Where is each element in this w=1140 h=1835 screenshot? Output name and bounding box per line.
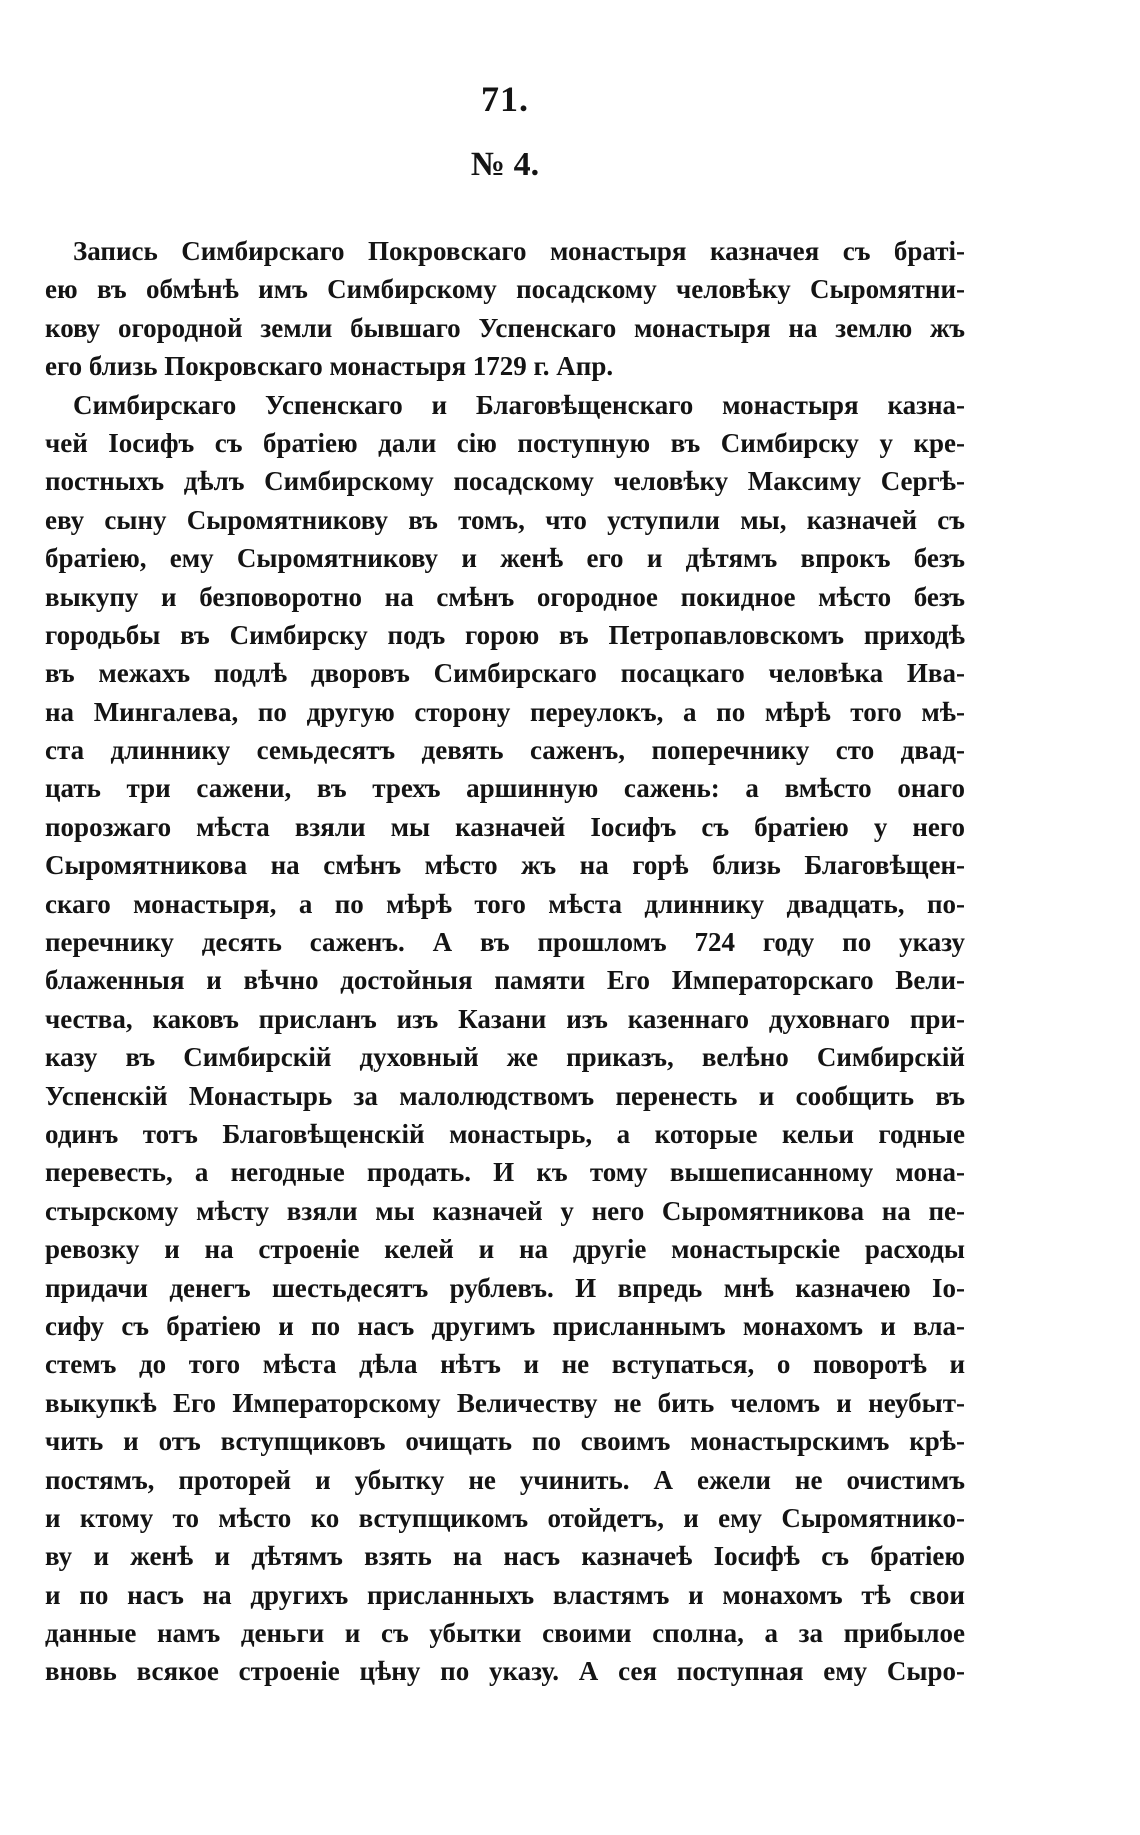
body-line: постныхъ дѣлъ Симбирскому посадскому человѣку Максиму Сергѣ-	[45, 466, 965, 497]
body-line: цать три сажени, въ трехъ аршинную сажень: а вмѣсто онаго	[45, 773, 965, 804]
body-line: Сыромятникова на смѣнъ мѣсто жъ на горѣ близь Благовѣщен-	[45, 850, 965, 881]
body-line: городьбы въ Симбирску подъ горою въ Петропавловскомъ приходѣ	[45, 619, 965, 650]
body-line: выкупу и безповоротно на смѣнъ огородное покидное мѣсто безъ	[45, 581, 965, 612]
body-line: чить и отъ вступщиковъ очищать по своимъ монастырскимъ крѣ-	[45, 1426, 965, 1457]
body-line: постямъ, проторей и убытку не учинить. А ежели не очистимъ	[45, 1464, 965, 1495]
body-line: ву и женѣ и дѣтямъ взять на насъ казначеѣ Іосифѣ съ братіею	[45, 1541, 965, 1572]
body-line: одинъ тотъ Благовѣщенскій монастырь, а которые кельи годные	[45, 1118, 965, 1149]
body-line: Успенскій Монастырь за малолюдствомъ перенесть и сообщить въ	[45, 1080, 965, 1111]
document-heading	[45, 232, 965, 386]
body-line: чества, каковъ присланъ изъ Казани изъ казеннаго духовнаго при-	[45, 1003, 965, 1034]
body-line: стемъ до того мѣста дѣла нѣтъ и не вступаться, о поворотѣ и	[45, 1349, 965, 1380]
body-line: сифу съ братіею и по насъ другимъ присланнымъ монахомъ и вла-	[45, 1310, 965, 1341]
heading-line: ею въ обмѣнѣ имъ Симбирскому посадскому человѣку Сыромятни-	[45, 274, 965, 305]
document-body	[45, 386, 965, 1691]
body-line: вновь всякое строеніе цѣну по указу. А сея поступная ему Сыро-	[45, 1656, 965, 1687]
body-line: порозжаго мѣста взяли мы казначей Іосифъ съ братіею у него	[45, 811, 965, 842]
body-line: данные намъ деньги и съ убытки своими сполна, а за прибылое	[45, 1618, 965, 1649]
body-line: выкупкѣ Его Императорскому Величеству не бить челомъ и неубыт-	[45, 1387, 965, 1418]
body-line: скаго монастыря, а по мѣрѣ того мѣста длиннику двадцать, по-	[45, 888, 965, 919]
heading-line: кову огородной земли бывшаго Успенскаго монастыря на землю жъ	[45, 312, 965, 343]
body-line: и ктому то мѣсто ко вступщикомъ отойдетъ, и ему Сыромятнико-	[45, 1502, 965, 1533]
document-number: № 4.	[470, 146, 540, 183]
body-line: перевесть, а негодные продать. И къ тому вышеписанному мона-	[45, 1157, 965, 1188]
document-text	[45, 232, 965, 1691]
body-line: еву сыну Сыромятникову въ томъ, что уступили мы, казначей съ	[45, 504, 965, 535]
body-line: казу въ Симбирскій духовный же приказъ, велѣно Симбирскій	[45, 1042, 965, 1073]
body-line: и по насъ на другихъ присланныхъ властямъ и монахомъ тѣ свои	[45, 1579, 965, 1610]
body-line: ста длиннику семьдесятъ девять саженъ, поперечнику сто двад-	[45, 735, 965, 766]
page-number: 71.	[481, 79, 529, 119]
body-line: перечнику десять саженъ. А въ прошломъ 724 году по указу	[45, 927, 965, 958]
body-line: братіею, ему Сыромятникову и женѣ его и дѣтямъ впрокъ безъ	[45, 543, 965, 574]
body-line: придачи денегъ шестьдесятъ рублевъ. И впредь мнѣ казначею Іо-	[45, 1272, 965, 1303]
body-line: на Мингалева, по другую сторону переулокъ, а по мѣрѣ того мѣ-	[45, 696, 965, 727]
body-line: чей Іосифъ съ братіею дали сію поступную въ Симбирску у кре-	[45, 427, 965, 458]
body-line: ревозку и на строеніе келей и на другіе монастырскіе расходы	[45, 1234, 965, 1265]
body-line: Симбирскаго Успенскаго и Благовѣщенскаго монастыря казна-	[73, 389, 965, 420]
body-line: стырскому мѣсту взяли мы казначей у него Сыромятникова на пе-	[45, 1195, 965, 1226]
body-line: блаженныя и вѣчно достойныя памяти Его Императорскаго Вели-	[45, 965, 965, 996]
heading-line: Запись Симбирскаго Покровскаго монастыря казначея съ браті-	[73, 236, 965, 266]
heading-line: его близь Покровскаго монастыря 1729 г. Апр.	[45, 351, 614, 382]
body-line: въ межахъ подлѣ дворовъ Симбирскаго посацкаго человѣка Ива-	[45, 658, 965, 689]
